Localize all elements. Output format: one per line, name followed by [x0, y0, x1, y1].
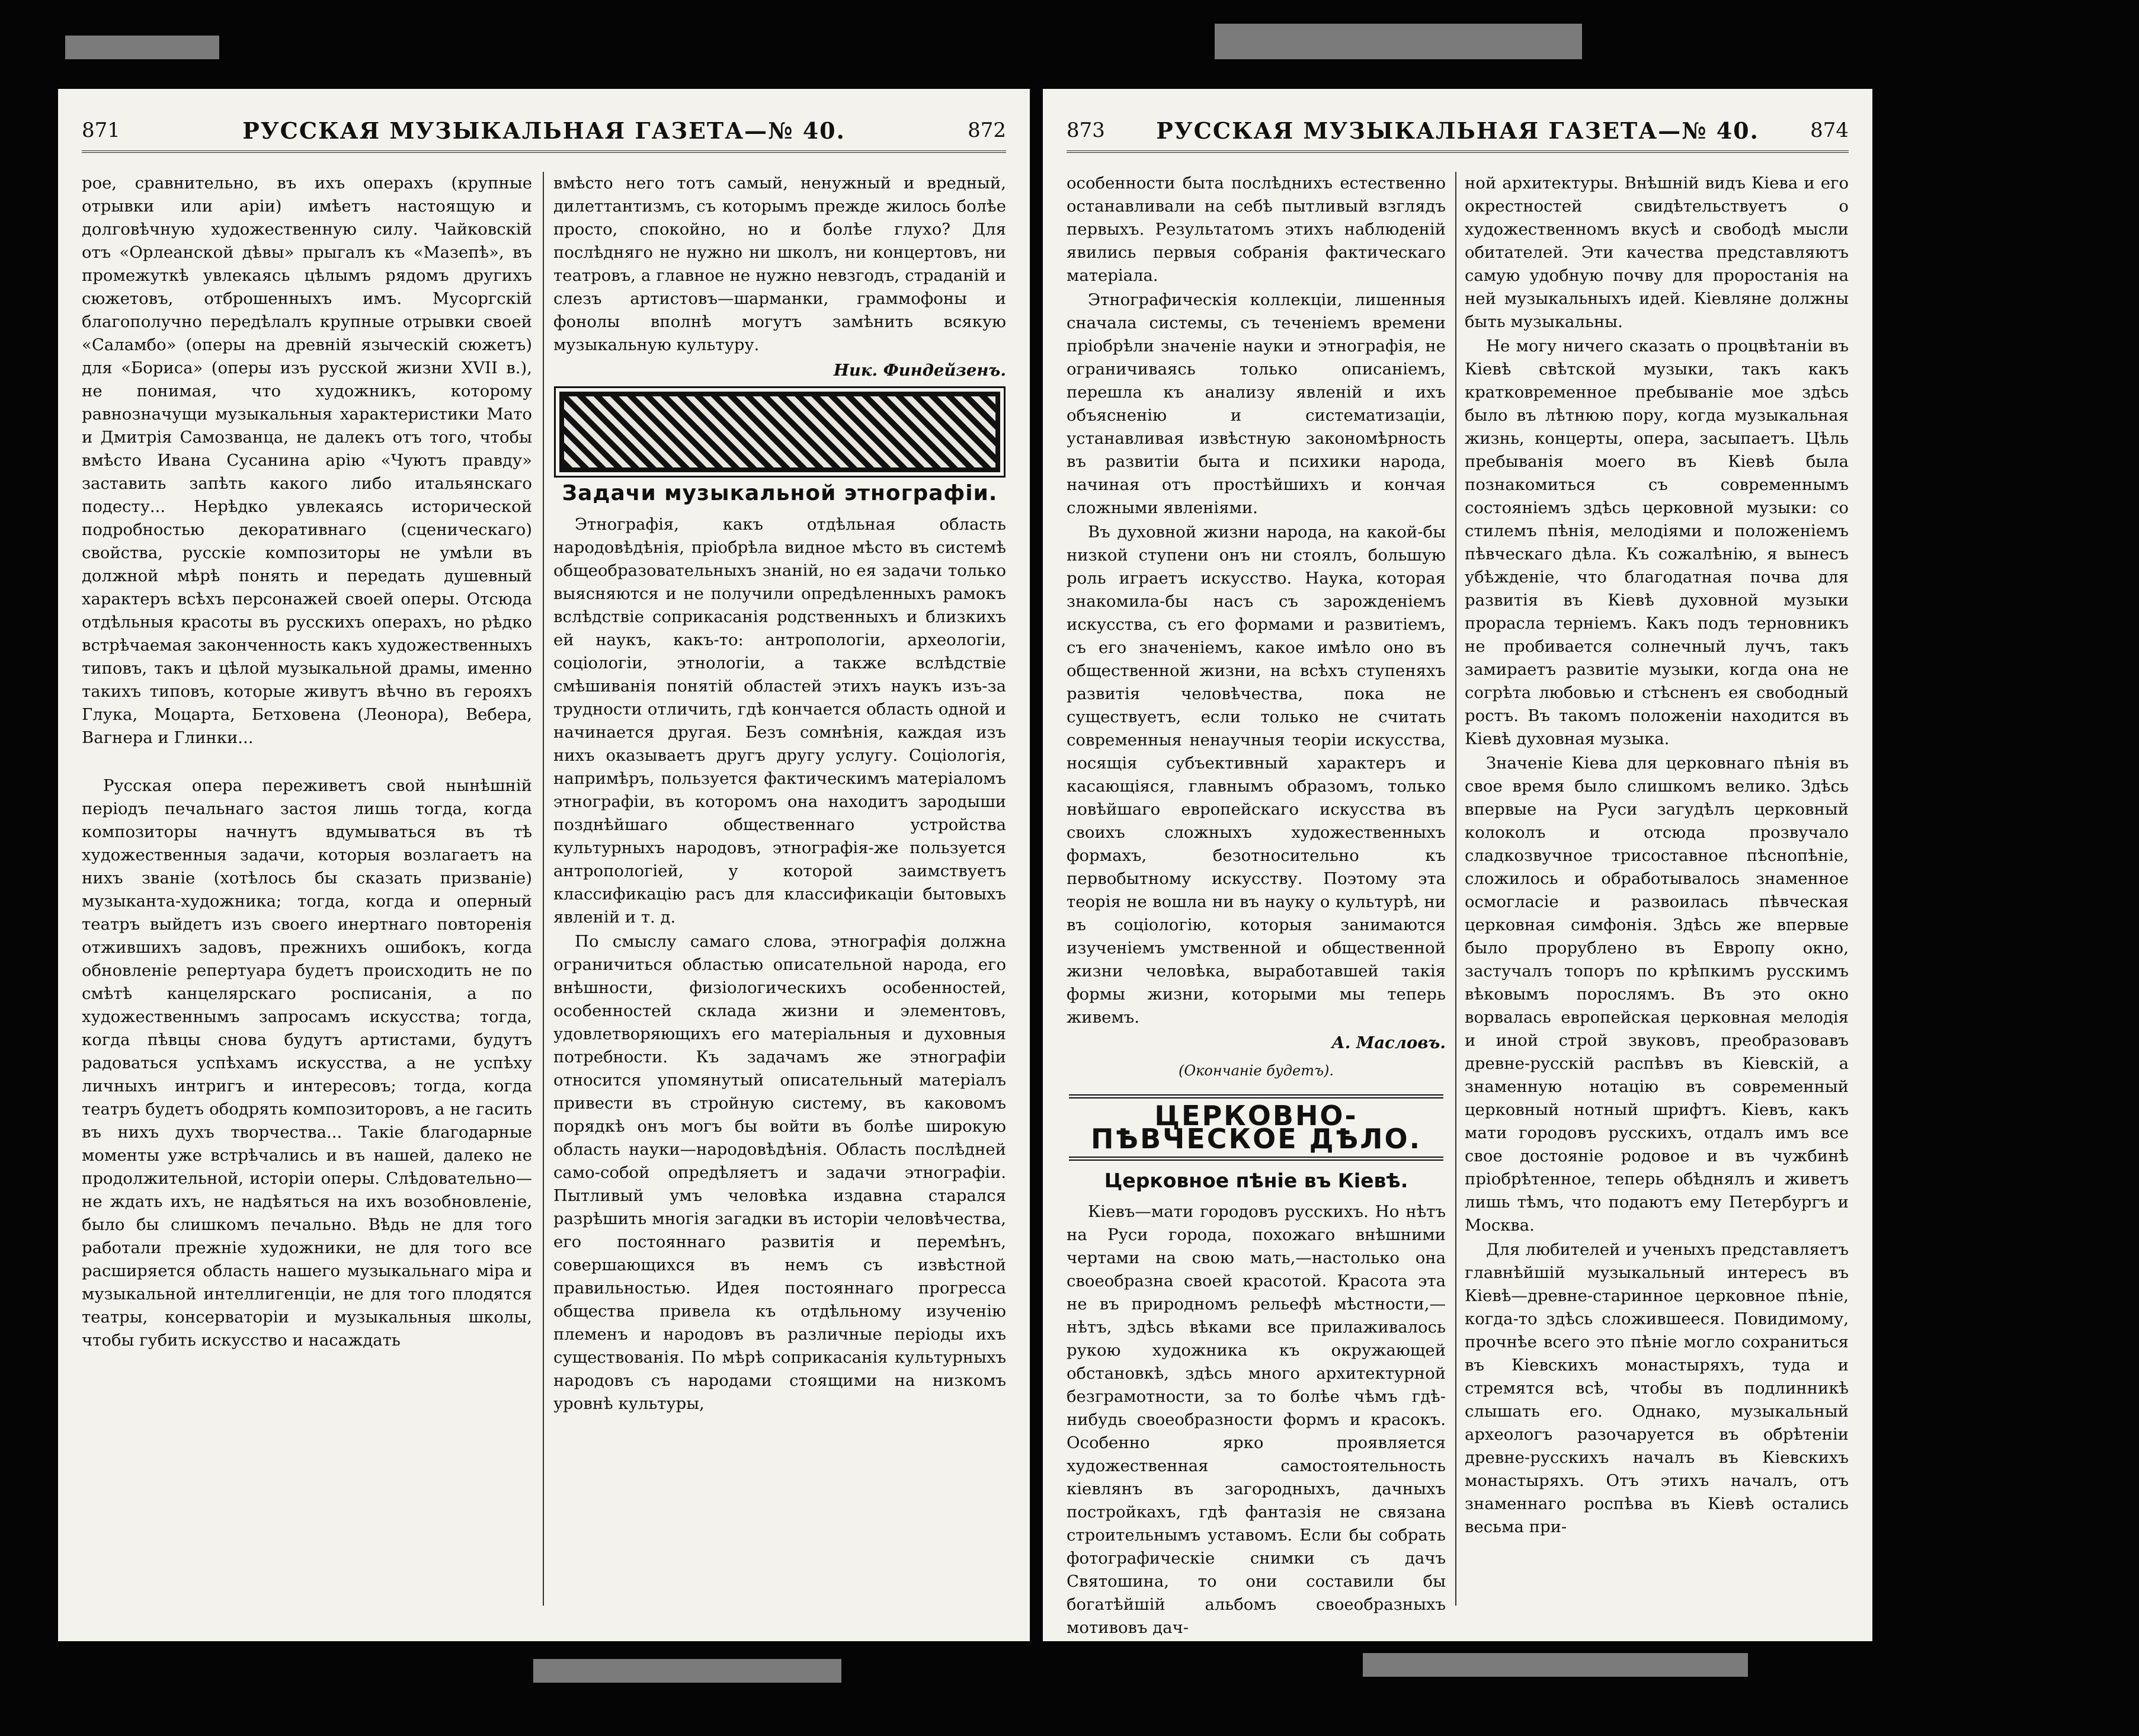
page-number-872: 872 [968, 118, 1006, 142]
kiev-paragraph: Кiевъ—мати городовъ русскихъ. Но нѣтъ на Руси города, похожаго внѣшними чертами на свою мать,—настолько она своеобразна своей красотой. Красота эта не въ природномъ рельефѣ мѣстности,—нѣтъ, здѣсь вѣками все прилаживалось рукою художника къ окружающей обстановкѣ, здѣсь много архитектурной безграмотности, за то болѣе чѣмъ гдѣ-нибудь своеобразности формъ и красокъ. Особенно ярко проявляется художественная самостоятельность кiевлянъ въ загородныхъ, дачныхъ постройкахъ, гдѣ фантазiя не связана строительнымъ уставомъ. Если бы собрать фотографическiе снимки съ дачъ Святошина, то они составили бы богатѣйшiй альбомъ своеобразныхъ мотивовъ дач- [1067, 1202, 1446, 1637]
newspaper-title: РУССКАЯ МУЗЫКАЛЬНАЯ ГАЗЕТА—№ 40. [1156, 117, 1759, 144]
page-number-874: 874 [1810, 118, 1849, 142]
section-banner: ЦЕРКОВНО-ПѢВЧЕСКОЕ ДѢЛО. [1069, 1094, 1443, 1161]
to-be-continued-note: (Окончанiе будетъ). [1179, 1062, 1334, 1079]
ethnography-paragraph: По смыслу самаго слова, этнографiя должна ограничиться областью описательной народа, его внѣшности, физiологическихъ особенностей, особенностей склада жизни и элементовъ, удовлетворяющихъ его матерiальныя и духовныя потребности. Къ задачамъ же этнографiи относится упомянутый описательный матерiалъ привести въ стройную систему, въ каковомъ порядкѣ онъ могъ бы войти въ болѣе широкую область науки—народовѣдѣнiя. Область послѣдней само-собой опредѣляетъ и задачи этнографiи. Пытливый умъ человѣка издавна старался разрѣшить многiя загадки въ исторiи человѣчества, его постояннаго развитiя и перемѣнъ, совершающихся въ немъ съ извѣстной правильностью. Идея постояннаго прогресса общества привела къ отдѣльному изученiю племенъ и народовъ въ различные перiоды ихъ существованiя. По мѣрѣ соприкасанiя культурныхъ народовъ съ народами стоящими на низкомъ уровнѣ культуры, [553, 932, 1006, 1413]
ethnography-paragraph: Этнографическiя коллекцiи, лишенныя сначала системы, съ теченiемъ времени прiобрѣли значенiе науки и этнографiя, не ограничиваясь только описанiемъ, перешла къ анализу явленiй и ихъ объясненiю и систематизацiи, устанавливая извѣстную закономѣрность въ развитiи быта и психики народа, начиная отъ простѣйшихъ и кончая сложными явленiями. [1067, 290, 1446, 517]
kiev-paragraph: Для любителей и ученыхъ представляетъ главнѣйшiй музыкальный интересъ въ Кiевѣ—древне-старинное церковное пѣнiе, когда-то здѣсь сложившееся. Повидимому, прочнѣе всего это пѣнiе могло сохраниться въ Кiевскихъ монастыряхъ, туда и стремятся всѣ, чтобы въ подлинникѣ слышать его. Однако, музыкальный археологъ разочаруется въ обрѣтенiи древне-русскихъ началъ въ Кiевскихъ монастыряхъ. Отъ этихъ началъ, отъ знаменнаго роспѣва въ Кiевѣ остались весьма при- [1465, 1240, 1849, 1536]
opera-text-paragraph: рое, сравнительно, въ ихъ операхъ (крупные отрывки или арiи) имѣетъ настоящую и долговѣчную художественную силу. Чайковскiй отъ «Орлеанской дѣвы» прыгалъ къ «Мазепѣ», въ промежуткѣ увлекаясь цѣлымъ рядомъ другихъ сюжетовъ, отброшенныхъ имъ. Мусоргскiй благополучно передѣлалъ крупные отрывки своей «Саламбо» (оперы на древнiй языческiй сюжетъ) для «Бориса» (оперы изъ русской жизни XVII в.), не понимая, что художникъ, которому равнозначущи музыкальныя характеристики Мато и Дмитрiя Самозванца, не далекъ отъ того, чтобы вмѣсто Ивана Сусанина арiю «Чуютъ правду» заставить запѣть какого либо итальянскаго подесту... Нерѣдко увлекаясь исторической подробностью декоративнаго (сценическаго) свойства, русскiе композиторы не умѣли въ должной мѣрѣ понять и передать душевный характеръ всѣхъ персонажей своей оперы. Отсюда отдѣльныя красоты въ русскихъ операхъ, но рѣдко встрѣчаемая законченность какъ художественныхъ типовъ, такъ и цѣлой музыкальной драмы, именно такихъ типовъ, которые живутъ вѣчно въ герояхъ Глука, Моцарта, Бетховена (Леонора), Вебера, Вагнера и Глинки... [82, 174, 532, 747]
left-column-2 [553, 172, 1006, 1417]
scan-noise [533, 1659, 841, 1683]
scan-noise [1363, 1653, 1748, 1677]
left-column-1 [82, 172, 532, 1353]
right-running-head [1067, 113, 1849, 153]
opera-text-paragraph: Русская опера переживетъ свой нынѣшнiй перiодъ печальнаго застоя лишь тогда, когда композиторы начнутъ вдумываться въ тѣ художественныя задачи, которыя возлагаетъ на нихъ званiе (хотѣлось бы сказать призванiе) музыканта-художника; тогда, когда и оперный театръ выйдетъ изъ своего инертнаго повторенiя отжившихъ задовъ, прежнихъ ошибокъ, когда обновленiе репертуара будетъ происходить не по смѣтѣ канцелярскаго росписанiя, а по художественнымъ запросамъ искусства; тогда, когда пѣвцы снова будутъ артистами, будутъ радоваться успѣхамъ искусства, а не успѣху личныхъ интригъ и интересовъ; тогда, когда театръ будетъ ободрять композиторовъ, а не гасить въ нихъ духъ творчества... Такiе благодарные моменты уже встрѣчались и въ нашей, далеко не продолжительной, исторiи оперы. Слѣдовательно—не ждать ихъ, не надѣяться на ихъ возобновленiе, было бы слишкомъ печально. Вѣдь не для того работали прежнiе художники, не для того все расширяется область нашего музыкальнаго мiра и музыкальной интеллигенцiи, не для того плодятся театры, консерваторiи и музыкальныя школы, чтобы губить искусство и насаждать [82, 776, 532, 1350]
kiev-paragraph: Не могу ничего сказать о процвѣтанiи въ Кiевѣ свѣтской музыки, такъ какъ кратковременное пребыванiе мое здѣсь было въ лѣтнюю пору, когда музыкальная жизнь, концерты, опера, засыпаетъ. Цѣль пребыванiя моего въ Кiевѣ была познакомиться съ современнымъ состоянiемъ здѣсь церковной музыки: со стилемъ пѣнiя, мелодiями и положенiемъ пѣвческаго дѣла. Къ сожалѣнiю, я вынесъ убѣжденiе, что благодатная почва для развитiя въ Кiевѣ духовной музыки прорасла тернiемъ. Какъ подъ терновникъ не пробивается солнечный лучъ, такъ замираетъ развитiе музыки, когда она не согрѣта любовью и стѣсненъ ея свободный ростъ. Въ такомъ положенiи находится въ Кiевѣ духовная музыка. [1465, 337, 1849, 748]
article-ending-paragraph: вмѣсто него тотъ самый, ненужный и вредный, дилеттантизмъ, съ которымъ прежде жилось болѣе просто, спокойно, но и болѣе глухо? Для послѣдняго не нужно ни школъ, ни концертовъ, ни театровъ, а главное не нужно невзгодъ, страданiй и слезъ артистовъ—шарманки, граммофоны и фонолы вполнѣ могутъ замѣнить всякую музыкальную культуру. [553, 174, 1006, 354]
kiev-paragraph: Значенiе Кiева для церковнаго пѣнiя въ свое время было слишкомъ велико. Здѣсь впервые на Руси загудѣлъ церковный колоколъ и отсюда прозвучало сладкозвучное трисоставное пѣснопѣнiе, сложилось и обработывалось знаменное осмогласiе и развоилась пѣвческая церковная симфонiя. Здѣсь же впервые было прорублено въ Европу окно, застучалъ топоръ по крѣпкимъ русскимъ вѣковымъ порослямъ. Въ это окно ворвалась европейская церковная мелодiя и иной строй звуковъ, преобразовавъ древне-русскiй распѣвъ въ Кiевскiй, а знаменную нотацiю въ современный церковный нотный шрифтъ. Кiевъ, какъ мати городовъ русскихъ, отдалъ имъ все свое достоянiе родовое и въ чужбинѣ прiобрѣтенное, теперь обѣднялъ и живетъ лишь тѣмъ, что подаютъ ему Петербургъ и Москва. [1465, 754, 1849, 1235]
kiev-paragraph: ной архитектуры. Внѣшнiй видъ Кiева и его окрестностей свидѣтельствуетъ о художественномъ вкусѣ и свободѣ мысли обитателей. Эти качества представляютъ самую удобную почву для проростанiя на ней музыкальныхъ идей. Кiевляне должны быть музыкальны. [1465, 174, 1849, 331]
left-running-head [82, 113, 1006, 153]
right-column-1 [1067, 172, 1446, 1641]
column-divider [543, 172, 544, 1606]
column-divider [1455, 172, 1456, 1606]
scan-noise [65, 36, 219, 59]
author-signature: А. Масловъ. [1331, 1033, 1446, 1052]
ornamental-divider [559, 392, 1000, 472]
right-page [1043, 89, 1872, 1641]
ethnography-paragraph: особенности быта послѣднихъ естественно останавливали на себѣ пытливый взглядъ первыхъ. Результатомъ этихъ наблюденiй явились первыя собранiя фактическаго матерiала. [1067, 174, 1446, 285]
ethnography-paragraph: Въ духовной жизни народа, на какой-бы низкой ступени онъ ни стоялъ, большую роль играетъ искусство. Наука, которая знакомила-бы насъ съ зарожденiемъ искусства, съ его формами и развитiемъ, съ его значенiемъ, какое имѣло оно въ общественной жизни, на всѣхъ ступеняхъ развитiя человѣчества, пока не существуетъ, если только не считать современныя ненаучныя теорiи искусства, носящiя субъективный характеръ и касающiяся, главнымъ образомъ, только новѣйшаго европейскаго искусства въ своихъ сложныхъ художественныхъ формахъ, безотносительно къ первобытному искусству. Поэтому эта теорiя не вошла ни въ науку о культурѣ, ни въ соцiологiю, которыя занимаются изученiемъ умственной и общественной жизни человѣка, выработавшей такiя формы жизни, которыми мы теперь живемъ. [1067, 523, 1446, 1027]
right-column-2 [1465, 172, 1849, 1540]
left-page [58, 89, 1030, 1641]
ethnography-paragraph: Этнографiя, какъ отдѣльная область народовѣдѣнiя, прiобрѣла видное мѣсто въ системѣ общеобразовательныхъ знанiй, но ея задачи только выясняются и не получили опредѣленныхъ рамокъ вслѣдствiе соприкасанiя родственныхъ и близкихъ ей наукъ, какъ-то: антропологiи, археологiи, соцiологiи, этнологiи, а также вслѣдствiе смѣшиванiя понятiй областей этихъ наукъ изъ-за трудности отличить, гдѣ кончается область одной и начинается другая. Безъ сомнѣнiя, каждая изъ нихъ оказываетъ другъ другу услугу. Соцiологiя, напримѣръ, пользуется фактическимъ матерiаломъ этнографiи, въ которомъ она находитъ зародыши позднѣйшаго общественнаго устройства культурныхъ народовъ, этнографiя-же пользуется антропологiей, у которой заимствуетъ классификацiю расъ для классификацiи бытовыхъ явленiй и т. д. [553, 515, 1006, 927]
article-title: Задачи музыкальной этнографiи. [562, 481, 998, 505]
article-title: Церковное пѣнiе въ Кiевѣ. [1104, 1169, 1408, 1192]
scan-noise [1215, 24, 1582, 59]
page-number-871: 871 [82, 118, 120, 142]
author-signature: Ник. Финдейзенъ. [833, 361, 1006, 380]
page-number-873: 873 [1067, 118, 1105, 142]
newspaper-title: РУССКАЯ МУЗЫКАЛЬНАЯ ГАЗЕТА—№ 40. [242, 117, 846, 144]
